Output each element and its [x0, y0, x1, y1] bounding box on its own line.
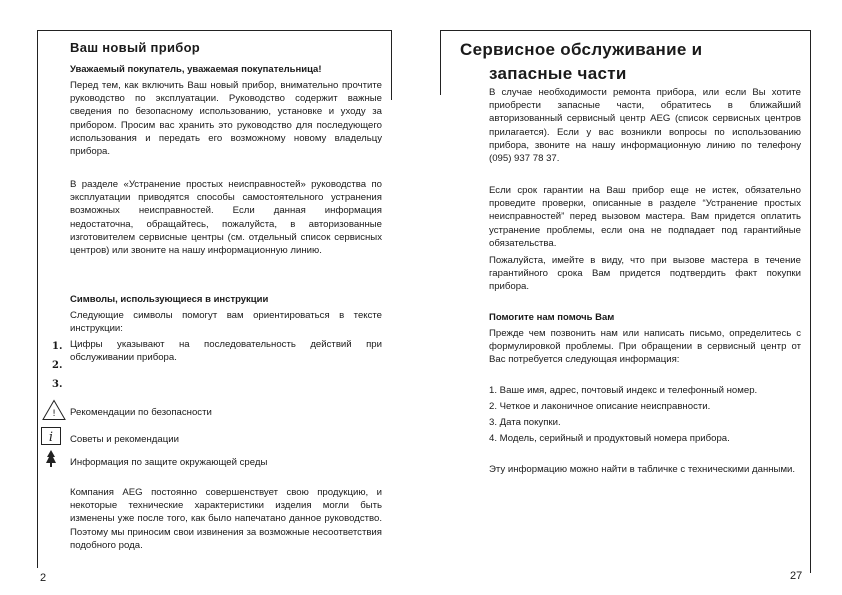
warranty-paragraph: Если срок гарантии на Ваш прибор еще не истек, обязательно проведите проверки, описанные в разделе “Устранение простых неисправностей” перед вызовом мастера. Вам придется оплатить устранение проблемы, если она не подпадает под гарантийные обязательства. [489, 185, 801, 249]
info-list-item: 2. Четкое и лаконичное описание неисправности. [489, 401, 711, 412]
safety-label: Рекомендации по безопасности [70, 407, 212, 418]
svg-text:!: ! [52, 409, 56, 419]
warranty-proof-paragraph: Пожалуйста, имейте в виду, что при вызове мастера в течение гарантийного срока Вам придется подтвердить факт покупки прибора. [489, 255, 801, 293]
intro-paragraph: Перед тем, как включить Ваш новый прибор, внимательно прочтите руководство по эксплуатации. Руководство содержит важные сведения по безопасному использованию, установке и уходу за прибором. Просим вас хранить это руководство для последующего использования и передать его возможному новому владельцу прибора. [70, 80, 382, 158]
left-heading: Ваш новый прибор [70, 40, 201, 55]
service-paragraph: В случае необходимости ремонта прибора, или если Вы хотите приобрести запасные части, обратитесь в ближайший авторизованный сервисный центр AEG (список сервисных центров прилагается). Если у вас возникли вопросы по использованию прибора, звоните на нашу информационную линию по телефону (095) 937 78 37. [489, 87, 801, 165]
info-i-icon [41, 427, 61, 450]
left-page-gutter-line [391, 30, 392, 100]
svg-text:i: i [48, 430, 54, 445]
right-page-number: 27 [790, 570, 803, 582]
info-list-item: 3. Дата покупки. [489, 417, 561, 428]
tips-label: Советы и рекомендации [70, 434, 179, 445]
left-page-margin-line [37, 30, 38, 568]
help-intro: Прежде чем позвонить нам или написать письмо, определитесь с формулировкой проблемы. При обращении в сервисный центр от Вас потребуется следующая информация: [489, 328, 801, 366]
step-number-1: 1. [52, 341, 63, 352]
right-page-gutter-line [440, 30, 441, 95]
closing-paragraph: Эту информацию можно найти в табличке с техническими данными. [489, 464, 796, 475]
warning-triangle-icon [42, 399, 66, 426]
steps-description: Цифры указывают на последовательность действий при обслуживании прибора. [70, 339, 382, 364]
right-page-top-line [440, 30, 811, 31]
disclaimer-paragraph: Компания AEG постоянно совершенствует свою продукцию, и некоторые технические характеристики изделия могли быть изменены уже после того, как было напечатано данное руководство. Поэтому мы приносим свои извинения за возможные несоответствия подобного рода. [70, 487, 382, 551]
symbols-intro: Следующие символы помогут вам ориентироваться в тексте инструкции: [70, 310, 382, 335]
help-heading: Помогите нам помочь Вам [489, 312, 615, 323]
tree-icon [45, 449, 57, 474]
right-page-margin-line [810, 30, 811, 573]
left-page-top-line [37, 30, 391, 31]
troubleshooting-paragraph: В разделе «Устранение простых неисправностей» руководства по эксплуатации приводятся способы самостоятельного устранения возможных неисправностей. Если данная информация недостаточна, обращайтесь, пожалуйста, в авторизованные изготовителем сервисные центры (см. отдельный список сервисных центров) или звоните на нашу информационную линию. [70, 179, 382, 257]
left-page-number: 2 [40, 572, 47, 584]
right-heading-line1: Сервисное обслуживание и [460, 40, 703, 59]
symbols-heading: Символы, использующиеся в инструкции [70, 294, 269, 305]
step-number-2: 2. [52, 360, 63, 371]
step-number-3: 3. [52, 379, 63, 390]
info-list-item: 1. Ваше имя, адрес, почтовый индекс и телефонный номер. [489, 385, 758, 396]
right-heading-line2: запасные части [489, 64, 627, 83]
info-list-item: 4. Модель, серийный и продуктовый номера прибора. [489, 433, 730, 444]
greeting: Уважаемый покупатель, уважаемая покупательница! [70, 64, 322, 75]
environment-label: Информация по защите окружающей среды [70, 457, 268, 468]
